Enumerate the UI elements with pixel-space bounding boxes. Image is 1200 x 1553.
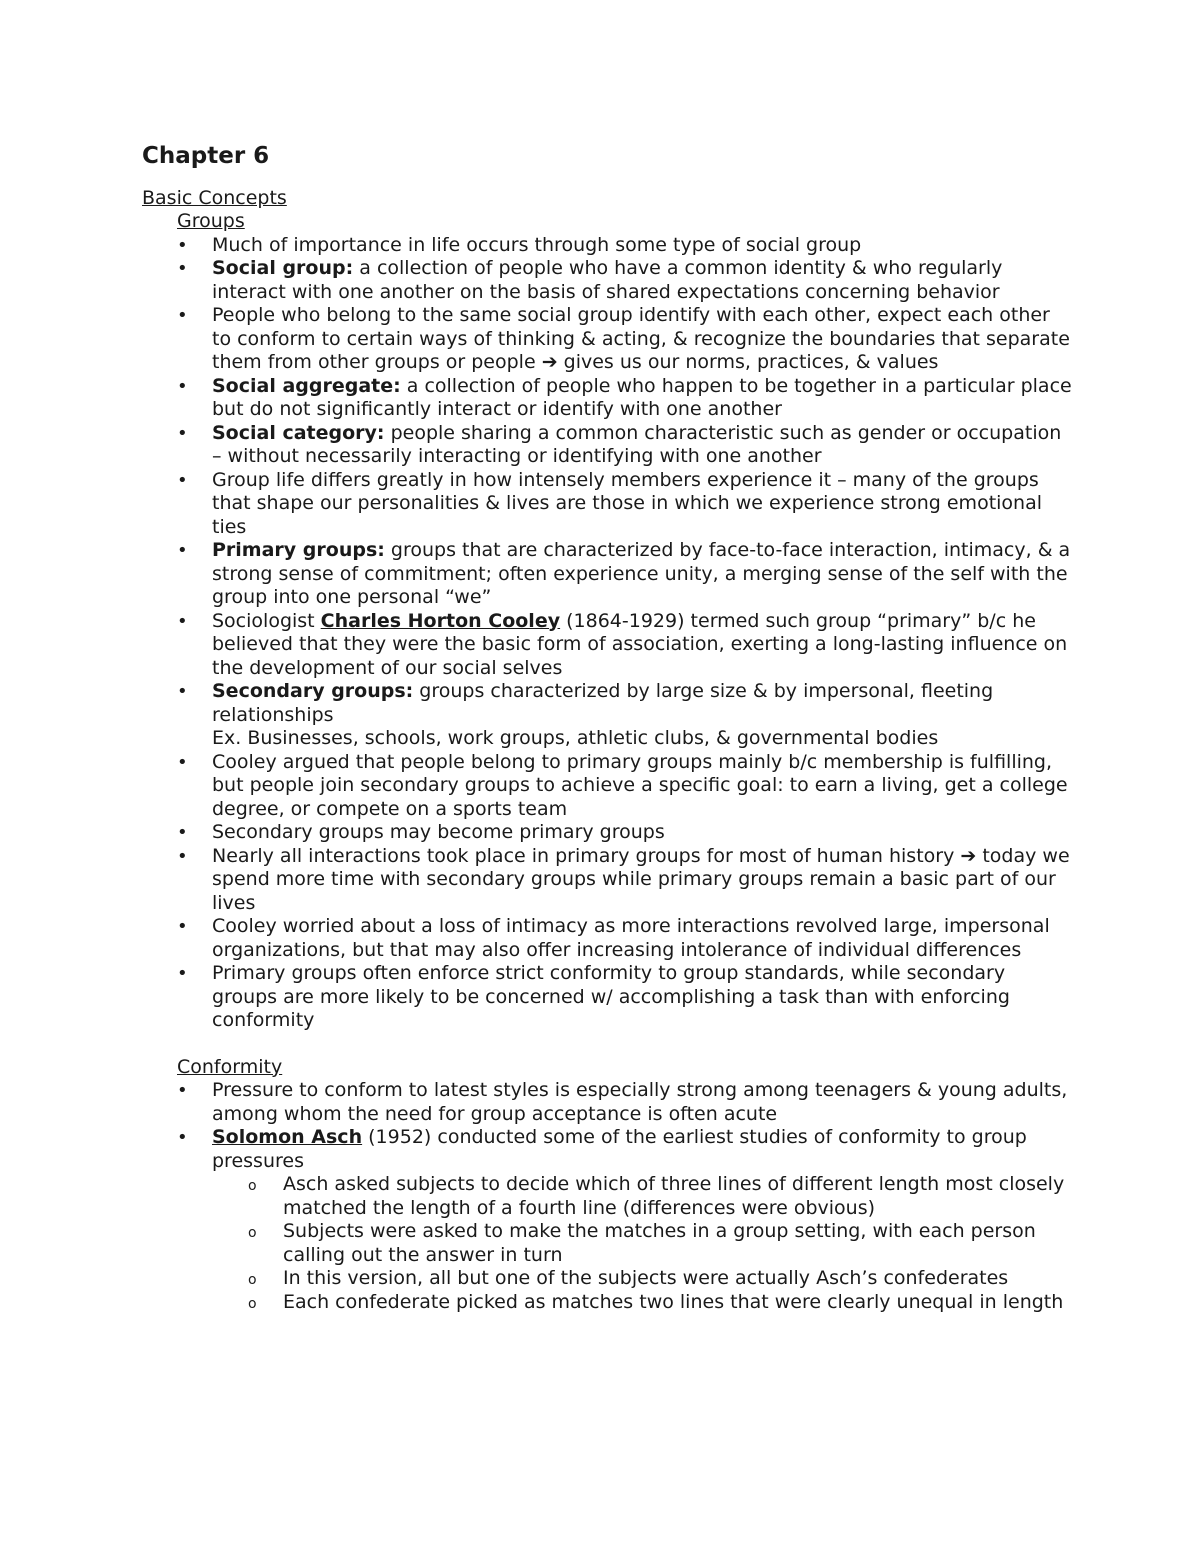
key-term: Social aggregate: <box>212 374 401 397</box>
conformity-bullet-list <box>142 1079 1072 1173</box>
bullet-text: groups that are characterized by face-to-face interaction, intimacy, & a strong sense of commitment; often experience unity, a merging sense of the self with the group into one personal “we” <box>212 539 1071 608</box>
bullet-text: gives us our norms, practices, & values <box>557 351 939 373</box>
bullet-icon: • <box>177 845 188 867</box>
groups-bullet-item <box>142 962 1072 1033</box>
bullet-icon: • <box>177 305 188 326</box>
sub-bullet-text: Each confederate picked as matches two lines that were clearly unequal in length <box>283 1290 1064 1313</box>
groups-bullet-item <box>142 821 1072 845</box>
bullet-text: groups characterized by large size & by impersonal, fleeting relationships <box>212 680 994 726</box>
bullet-icon: • <box>177 822 188 843</box>
conformity-sub-bullet-item <box>142 1291 1072 1315</box>
bullet-icon: • <box>177 610 188 632</box>
bullet-text: People who belong to the same social group identify with each other, expect each other to conform to certain ways of thinking & acting, & recognize the boundaries that separate them from other groups or people <box>212 304 1070 373</box>
bullet-text: Sociologist <box>212 609 321 632</box>
bullet-icon: • <box>177 258 188 279</box>
sub-bullet-text: Subjects were asked to make the matches in a group setting, with each person calling out the answer in turn <box>283 1220 1036 1266</box>
bullet-text: Primary groups often enforce strict conformity to group standards, while secondary groups are more likely to be concerned w/ accomplishing a task than with enforcing conformity <box>212 962 1010 1031</box>
conformity-sub-bullet-item <box>142 1173 1072 1220</box>
bullet-icon: • <box>177 469 188 491</box>
arrow-icon: ➔ <box>541 351 558 373</box>
person-name: Charles Horton Cooley <box>320 609 561 632</box>
conformity-sub-bullet-item <box>142 1267 1072 1291</box>
document-page <box>142 142 1072 1314</box>
key-term: Primary groups: <box>212 539 385 561</box>
groups-bullet-item <box>142 375 1072 422</box>
chapter-title: Chapter 6 <box>142 143 270 169</box>
bullet-icon: • <box>177 1127 188 1148</box>
bullet-text: people sharing a common characteristic such as gender or occupation – without necessarily interacting or identifying with one another <box>212 421 1062 467</box>
conformity-sub-bullet-item <box>142 1220 1072 1267</box>
bullet-text: Much of importance in life occurs through some type of social group <box>212 233 862 256</box>
bullet-icon: • <box>177 540 188 561</box>
bullet-text: today we spend more time with secondary groups while primary groups remain a basic part of our lives <box>212 844 1070 914</box>
bullet-icon: • <box>177 234 188 256</box>
sub-bullet-icon: o <box>248 1178 257 1194</box>
bullet-text: a collection of people who have a common identity & who regularly interact with one another on the basis of shared expectations concerning behavior <box>212 257 1003 303</box>
key-term: Secondary groups: <box>212 680 414 702</box>
bullet-text: Cooley worried about a loss of intimacy as more interactions revolved large, impersonal organizations, but that may also offer increasing intolerance of individual differences <box>212 915 1050 961</box>
arrow-icon: ➔ <box>960 844 977 867</box>
bullet-text: Cooley argued that people belong to primary groups mainly b/c membership is fulfilling, but people join secondary groups to achieve a specific goal: to earn a living, get a college degree, or compete on a sports team <box>212 750 1068 820</box>
groups-heading: Groups <box>177 210 245 232</box>
groups-bullet-item <box>142 469 1072 540</box>
bullet-icon: • <box>177 751 188 773</box>
groups-bullet-item <box>142 539 1072 610</box>
groups-bullet-list <box>142 234 1072 1033</box>
bullet-text: (1864-1929) termed such group “primary” b/c he believed that they were the basic form of association, exerting a long-lasting influence on the development of our social selves <box>212 609 1068 679</box>
conformity-heading: Conformity <box>177 1055 283 1078</box>
person-name: Solomon Asch <box>212 1126 363 1148</box>
groups-bullet-item <box>142 751 1072 822</box>
example-text: Ex. Businesses, schools, work groups, athletic clubs, & governmental bodies <box>212 727 939 749</box>
bullet-text: a collection of people who happen to be together in a particular place but do not significantly interact or identify with one another <box>212 374 1072 420</box>
key-term: Social group: <box>212 257 354 279</box>
bullet-icon: • <box>177 1080 188 1101</box>
section-heading: Basic Concepts <box>142 187 287 209</box>
conformity-sub-bullet-list <box>142 1173 1072 1314</box>
groups-bullet-item <box>142 257 1072 304</box>
bullet-text: Group life differs greatly in how intensely members experience it – many of the groups that shape our personalities & lives are those in which we experience strong emotional ties <box>212 468 1043 538</box>
bullet-text: Nearly all interactions took place in primary groups for most of human history <box>212 844 961 867</box>
groups-bullet-item <box>142 422 1072 469</box>
bullet-icon: • <box>177 375 188 397</box>
groups-bullet-item <box>142 680 1072 751</box>
groups-bullet-item <box>142 915 1072 962</box>
bullet-text: (1952) conducted some of the earliest studies of conformity to group pressures <box>212 1126 1027 1172</box>
bullet-icon: • <box>177 963 188 984</box>
bullet-icon: • <box>177 681 188 702</box>
sub-bullet-icon: o <box>248 1272 257 1288</box>
sub-bullet-text: In this version, all but one of the subjects were actually Asch’s confederates <box>283 1267 1009 1289</box>
conformity-bullet-item <box>142 1126 1072 1173</box>
sub-bullet-icon: o <box>248 1295 257 1312</box>
sub-bullet-text: Asch asked subjects to decide which of three lines of different length most closely matched the length of a fourth line (differences were obvious) <box>283 1173 1065 1219</box>
bullet-text: Secondary groups may become primary groups <box>212 821 665 843</box>
groups-bullet-item <box>142 845 1072 916</box>
sub-bullet-icon: o <box>248 1225 257 1241</box>
conformity-section <box>142 1056 1072 1315</box>
bullet-text: Pressure to conform to latest styles is especially strong among teenagers & young adults, among whom the need for group acceptance is often acute <box>212 1079 1068 1125</box>
bullet-icon: • <box>177 422 188 444</box>
groups-bullet-item <box>142 234 1072 258</box>
groups-bullet-item <box>142 304 1072 375</box>
groups-bullet-item <box>142 610 1072 681</box>
key-term: Social category: <box>212 421 385 444</box>
conformity-bullet-item <box>142 1079 1072 1126</box>
bullet-icon: • <box>177 916 188 937</box>
